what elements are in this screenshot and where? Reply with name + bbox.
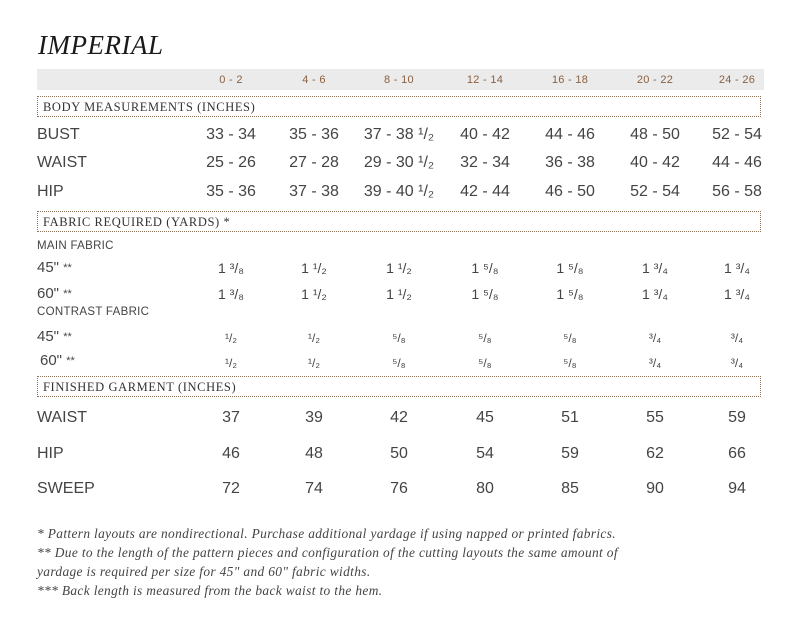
footnote-2-cont: yardage is required per size for 45" and 60" fabric widths.	[37, 564, 371, 579]
footnote-2: ** Due to the length of the pattern pieces and configuration of the cutting layouts the same amount of	[37, 545, 618, 560]
table-cell: 52 - 54	[712, 126, 762, 143]
table-cell: ⁵/₈	[392, 356, 406, 370]
footnote-1: * Pattern layouts are nondirectional. Purchase additional yardage if using napped or printed fabrics.	[37, 526, 616, 541]
section-title: FABRIC REQUIRED (YARDS) *	[43, 215, 231, 229]
table-cell: 25 - 26	[206, 154, 256, 171]
table-cell: ¹/₂	[308, 331, 320, 345]
size-header-24-26: 24 - 26	[718, 74, 756, 86]
table-cell: 50	[390, 445, 408, 462]
row-label-garment-waist: WAIST	[37, 409, 88, 426]
size-header-16-18: 16 - 18	[551, 74, 589, 86]
table-cell: 39 - 40 ¹/₂	[363, 183, 435, 200]
table-cell: 44 - 46	[545, 126, 595, 143]
table-cell: 1 ¹/₂	[386, 260, 412, 276]
row-label-bust: BUST	[37, 126, 80, 143]
table-cell: 1 ⁵/₈	[471, 260, 499, 276]
size-header-12-14: 12 - 14	[466, 74, 504, 86]
main-fabric-label: MAIN FABRIC	[37, 240, 114, 252]
table-cell: 35 - 36	[289, 126, 339, 143]
table-cell: 76	[390, 480, 408, 497]
table-cell: 51	[561, 409, 579, 426]
table-cell: 42 - 44	[460, 183, 510, 200]
table-cell: 46	[222, 445, 240, 462]
table-cell: 62	[646, 445, 664, 462]
contrast-fabric-label: CONTRAST FABRIC	[37, 306, 150, 318]
table-cell: 1 ⁵/₈	[556, 286, 584, 302]
table-cell: 40 - 42	[460, 126, 510, 143]
table-cell: 37 - 38	[289, 183, 339, 200]
table-cell: 59	[728, 409, 746, 426]
table-cell: 37 - 38 ¹/₂	[363, 126, 435, 143]
table-cell: ³/₄	[730, 331, 744, 345]
table-cell: 35 - 36	[206, 183, 256, 200]
table-cell: ¹/₂	[225, 331, 237, 345]
table-cell: 66	[728, 445, 746, 462]
table-cell: 54	[476, 445, 494, 462]
table-cell: 40 - 42	[630, 154, 680, 171]
table-cell: 1 ¹/₂	[301, 286, 327, 302]
section-title: FINISHED GARMENT (INCHES)	[43, 380, 237, 394]
table-cell: 1 ¹/₂	[386, 286, 412, 302]
table-cell: 1 ¹/₂	[301, 260, 327, 276]
table-cell: ⁵/₈	[478, 331, 492, 345]
table-cell: 59	[561, 445, 579, 462]
row-label-main-45: 45" **	[37, 259, 72, 276]
footnote-3: *** Back length is measured from the back waist to the hem.	[37, 583, 383, 598]
table-cell: ³/₄	[648, 356, 662, 370]
row-label-waist: WAIST	[37, 154, 88, 171]
table-cell: 1 ³/₄	[642, 260, 668, 276]
section-body-measurements	[37, 96, 761, 117]
row-label-garment-hip: HIP	[37, 445, 64, 462]
size-header-0-2: 0 - 2	[219, 74, 243, 86]
table-cell: 39	[305, 409, 323, 426]
table-cell: 85	[561, 480, 579, 497]
table-cell: 48	[305, 445, 323, 462]
table-cell: 36 - 38	[545, 154, 595, 171]
table-cell: 46 - 50	[545, 183, 595, 200]
section-fabric-required	[37, 211, 761, 232]
table-cell: 1 ³/₄	[642, 286, 668, 302]
table-cell: 29 - 30 ¹/₂	[363, 154, 435, 171]
row-label-hip: HIP	[37, 183, 64, 200]
chart-title: IMPERIAL	[38, 30, 164, 60]
row-label-garment-sweep: SWEEP	[37, 480, 95, 497]
table-cell: 48 - 50	[630, 126, 680, 143]
table-cell: 1 ³/₈	[217, 260, 245, 276]
size-header-8-10: 8 - 10	[384, 74, 414, 86]
table-cell: ⁵/₈	[392, 331, 406, 345]
section-finished-garment	[37, 376, 761, 397]
table-cell: ⁵/₈	[563, 331, 577, 345]
table-cell: ⁵/₈	[478, 356, 492, 370]
table-cell: 52 - 54	[630, 183, 680, 200]
row-label-contrast-45: 45" **	[37, 328, 72, 345]
table-cell: 94	[728, 480, 746, 497]
table-cell: 37	[222, 409, 240, 426]
row-label-main-60: 60" **	[37, 285, 72, 302]
table-cell: 45	[476, 409, 494, 426]
section-title: BODY MEASUREMENTS (INCHES)	[43, 100, 256, 114]
table-cell: 1 ³/₈	[217, 286, 245, 302]
table-cell: 72	[222, 480, 240, 497]
table-cell: 42	[390, 409, 408, 426]
table-cell: 56 - 58	[712, 183, 762, 200]
table-cell: ¹/₂	[225, 356, 237, 370]
table-cell: 80	[476, 480, 494, 497]
table-cell: 1 ⁵/₈	[471, 286, 499, 302]
table-cell: 44 - 46	[712, 154, 762, 171]
table-cell: 90	[646, 480, 664, 497]
table-cell: 32 - 34	[460, 154, 510, 171]
table-cell: 1 ³/₄	[724, 260, 750, 276]
table-cell: 74	[305, 480, 323, 497]
table-cell: ³/₄	[648, 331, 662, 345]
table-cell: ⁵/₈	[563, 356, 577, 370]
table-cell: 27 - 28	[289, 154, 339, 171]
size-header-4-6: 4 - 6	[302, 74, 326, 86]
table-cell: 33 - 34	[206, 126, 256, 143]
table-cell: ³/₄	[730, 356, 744, 370]
size-header-20-22: 20 - 22	[636, 74, 674, 86]
row-label-contrast-60: 60" **	[40, 352, 75, 369]
table-cell: 1 ³/₄	[724, 286, 750, 302]
table-cell: 55	[646, 409, 664, 426]
footnotes	[37, 524, 777, 600]
table-cell: 1 ⁵/₈	[556, 260, 584, 276]
table-cell: ¹/₂	[308, 356, 320, 370]
